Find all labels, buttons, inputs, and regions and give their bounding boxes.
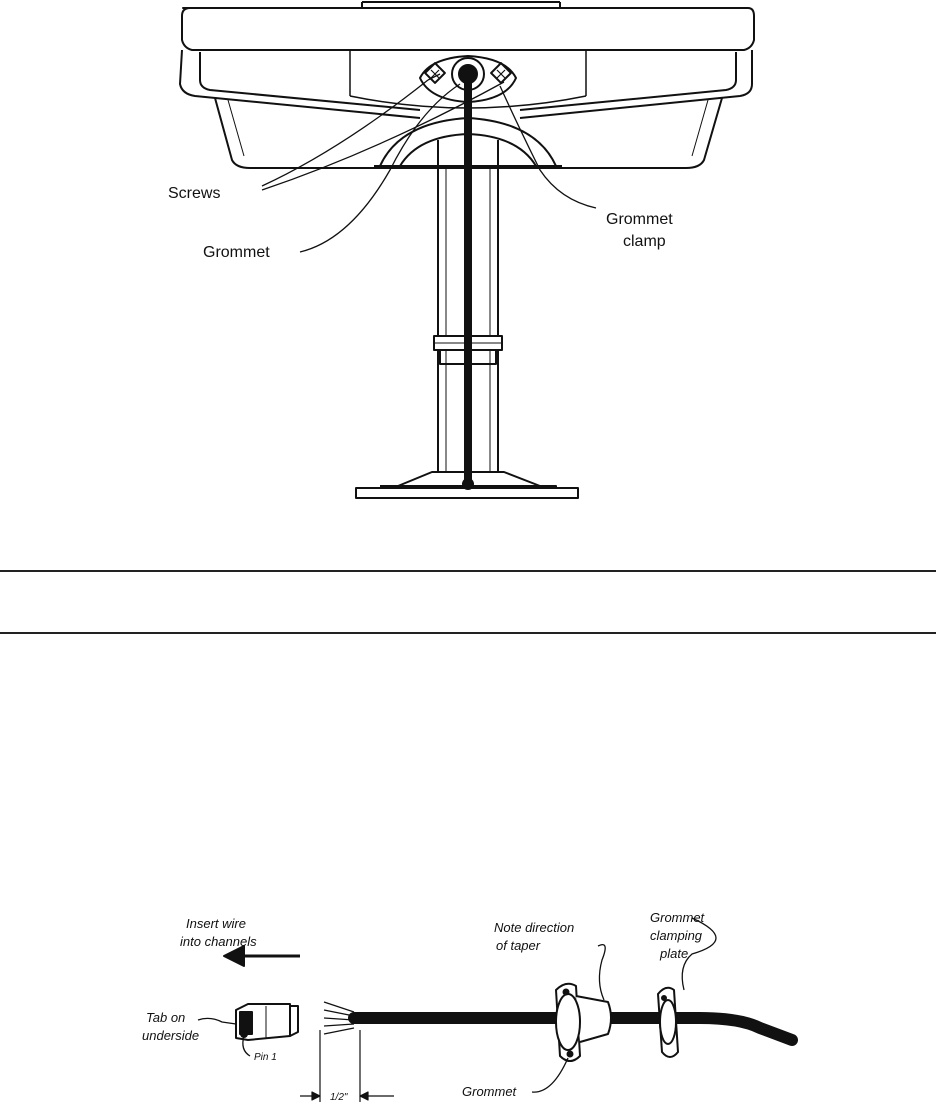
- insert-arrow: [224, 946, 300, 966]
- label-note-direction-2: of taper: [496, 938, 541, 953]
- label-grommet: Grommet: [462, 1084, 517, 1099]
- label-note-direction-1: Note direction: [494, 920, 575, 935]
- label-grommet-clamp-2: clamp: [623, 233, 666, 250]
- label-insert-wire-2: into channels: [180, 934, 257, 949]
- divider-top: [0, 570, 936, 572]
- label-plate-1: Grommet: [650, 910, 705, 925]
- divider-bottom: [0, 632, 936, 634]
- label-insert-wire-1: Insert wire: [186, 916, 246, 931]
- label-grommet: Grommet: [203, 244, 270, 261]
- label-tab-1: Tab on: [146, 1010, 186, 1025]
- label-screws: Screws: [168, 185, 221, 202]
- label-plate-3: plate: [660, 946, 689, 961]
- connector: [198, 1004, 298, 1056]
- pedestal-mount-diagram: [0, 0, 936, 520]
- label-grommet-clamp-1: Grommet: [606, 211, 673, 228]
- label-tab-2: underside: [142, 1028, 200, 1043]
- label-pin-1: Pin 1: [254, 1052, 277, 1063]
- label-dimension: 1/2": [330, 1092, 348, 1103]
- label-plate-2: clamping: [650, 928, 703, 943]
- cable-assembly-diagram: [140, 900, 800, 1115]
